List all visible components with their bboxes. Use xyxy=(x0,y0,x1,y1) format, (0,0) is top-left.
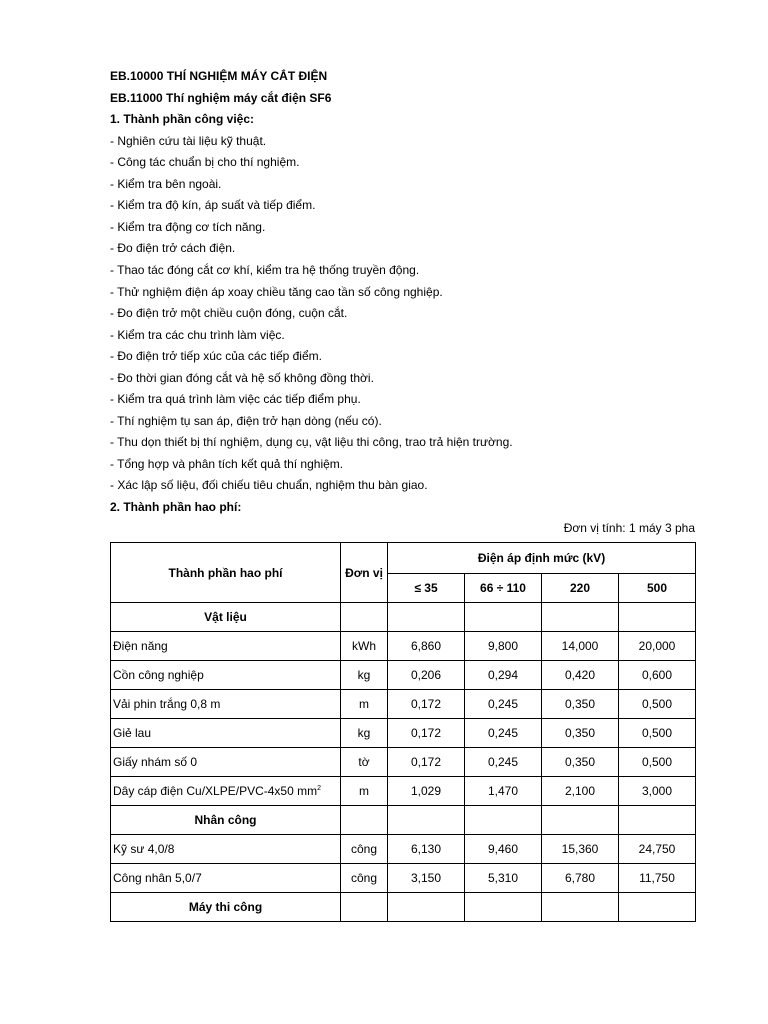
row-name: Cồn công nghiệp xyxy=(111,661,341,690)
row-value: 0,294 xyxy=(465,661,542,690)
header-voltage-col: ≤ 35 xyxy=(388,574,465,603)
section-label: Máy thi công xyxy=(111,893,341,922)
task-item: - Kiểm tra bên ngoài. xyxy=(110,177,222,191)
table-header-row xyxy=(111,543,696,574)
header-voltage-col: 220 xyxy=(542,574,619,603)
row-value: 0,500 xyxy=(619,719,696,748)
header-voltage-group: Điện áp định mức (kV) xyxy=(388,543,696,574)
task-item: - Kiểm tra các chu trình làm việc. xyxy=(110,328,285,342)
row-value: 0,350 xyxy=(542,690,619,719)
row-value: 1,029 xyxy=(388,777,465,806)
task-item: - Đo thời gian đóng cắt và hệ số không đồng thời. xyxy=(110,371,374,385)
section-label: Nhân công xyxy=(111,806,341,835)
table-row xyxy=(111,661,696,690)
row-value: 0,600 xyxy=(619,661,696,690)
table-row xyxy=(111,632,696,661)
row-value: 9,800 xyxy=(465,632,542,661)
task-item: - Xác lập số liệu, đối chiếu tiêu chuẩn, nghiệm thu bàn giao. xyxy=(110,478,428,492)
header-component: Thành phần hao phí xyxy=(111,543,341,603)
header-voltage-col: 66 ÷ 110 xyxy=(465,574,542,603)
section2-title: 2. Thành phần hao phí: xyxy=(110,500,242,514)
row-unit: kg xyxy=(341,719,388,748)
row-name-text: Dây cáp điện Cu/XLPE/PVC-4x50 mm xyxy=(113,784,318,798)
row-unit: công xyxy=(341,864,388,893)
task-item: - Thử nghiệm điện áp xoay chiều tăng cao tần số công nghiệp. xyxy=(110,285,443,299)
row-unit: kWh xyxy=(341,632,388,661)
section-row-labor xyxy=(111,806,696,835)
row-name: Giẻ lau xyxy=(111,719,341,748)
row-value: 6,780 xyxy=(542,864,619,893)
task-item: - Đo điện trở cách điện. xyxy=(110,241,236,255)
row-value: 0,172 xyxy=(388,690,465,719)
row-name: Điện năng xyxy=(111,632,341,661)
row-value: 0,206 xyxy=(388,661,465,690)
row-unit: công xyxy=(341,835,388,864)
task-item: - Đo điện trở một chiều cuộn đóng, cuộn cắt. xyxy=(110,306,348,320)
table-row xyxy=(111,777,696,806)
cost-table xyxy=(110,542,696,922)
task-item: - Thao tác đóng cắt cơ khí, kiểm tra hệ thống truyền động. xyxy=(110,263,420,277)
row-unit: m xyxy=(341,690,388,719)
table-row xyxy=(111,835,696,864)
table-row xyxy=(111,719,696,748)
row-value: 9,460 xyxy=(465,835,542,864)
task-item: - Thu dọn thiết bị thí nghiệm, dụng cụ, vật liệu thi công, trao trả hiện trường. xyxy=(110,435,513,449)
row-unit: kg xyxy=(341,661,388,690)
heading-sub: EB.11000 Thí nghiệm máy cắt điện SF6 xyxy=(110,91,332,105)
row-value: 0,172 xyxy=(388,748,465,777)
row-name: Giấy nhám số 0 xyxy=(111,748,341,777)
header-unit: Đơn vị xyxy=(341,543,388,603)
row-value: 2,100 xyxy=(542,777,619,806)
row-name: Công nhân 5,0/7 xyxy=(111,864,341,893)
task-item: - Thí nghiệm tụ san áp, điện trở hạn dòng (nếu có). xyxy=(110,414,382,428)
row-value: 0,500 xyxy=(619,690,696,719)
task-item: - Nghiên cứu tài liệu kỹ thuật. xyxy=(110,134,267,148)
table-row xyxy=(111,690,696,719)
row-value: 24,750 xyxy=(619,835,696,864)
unit-note: Đơn vị tính: 1 máy 3 pha xyxy=(563,521,695,535)
row-name xyxy=(111,777,341,806)
row-value: 0,350 xyxy=(542,748,619,777)
row-value: 20,000 xyxy=(619,632,696,661)
task-item: - Đo điện trở tiếp xúc của các tiếp điểm. xyxy=(110,349,322,363)
row-name-superscript: 2 xyxy=(317,785,321,792)
row-value: 3,000 xyxy=(619,777,696,806)
row-value: 6,130 xyxy=(388,835,465,864)
section1-title: 1. Thành phần công việc: xyxy=(110,112,255,126)
row-value: 15,360 xyxy=(542,835,619,864)
section-row-machines xyxy=(111,893,696,922)
task-item: - Kiểm tra độ kín, áp suất và tiếp điểm. xyxy=(110,198,316,212)
task-item: - Công tác chuẩn bị cho thí nghiệm. xyxy=(110,155,300,169)
row-value: 0,420 xyxy=(542,661,619,690)
task-item: - Tổng hợp và phân tích kết quả thí nghiệm. xyxy=(110,457,344,471)
row-value: 0,172 xyxy=(388,719,465,748)
table-row xyxy=(111,864,696,893)
row-name: Kỹ sư 4,0/8 xyxy=(111,835,341,864)
section-row-materials xyxy=(111,603,696,632)
row-value: 5,310 xyxy=(465,864,542,893)
row-value: 0,350 xyxy=(542,719,619,748)
row-value: 14,000 xyxy=(542,632,619,661)
row-unit: tờ xyxy=(341,748,388,777)
row-name: Vải phin trắng 0,8 m xyxy=(111,690,341,719)
table-row xyxy=(111,748,696,777)
heading-main: EB.10000 THÍ NGHIỆM MÁY CẮT ĐIỆN xyxy=(110,69,328,83)
row-value: 11,750 xyxy=(619,864,696,893)
row-value: 0,245 xyxy=(465,748,542,777)
row-value: 0,500 xyxy=(619,748,696,777)
header-voltage-col: 500 xyxy=(619,574,696,603)
row-value: 0,245 xyxy=(465,690,542,719)
row-value: 0,245 xyxy=(465,719,542,748)
section-label: Vật liệu xyxy=(111,603,341,632)
row-value: 1,470 xyxy=(465,777,542,806)
row-value: 3,150 xyxy=(388,864,465,893)
task-item: - Kiểm tra quá trình làm việc các tiếp điểm phụ. xyxy=(110,392,361,406)
row-unit: m xyxy=(341,777,388,806)
task-item: - Kiểm tra động cơ tích năng. xyxy=(110,220,266,234)
row-value: 6,860 xyxy=(388,632,465,661)
